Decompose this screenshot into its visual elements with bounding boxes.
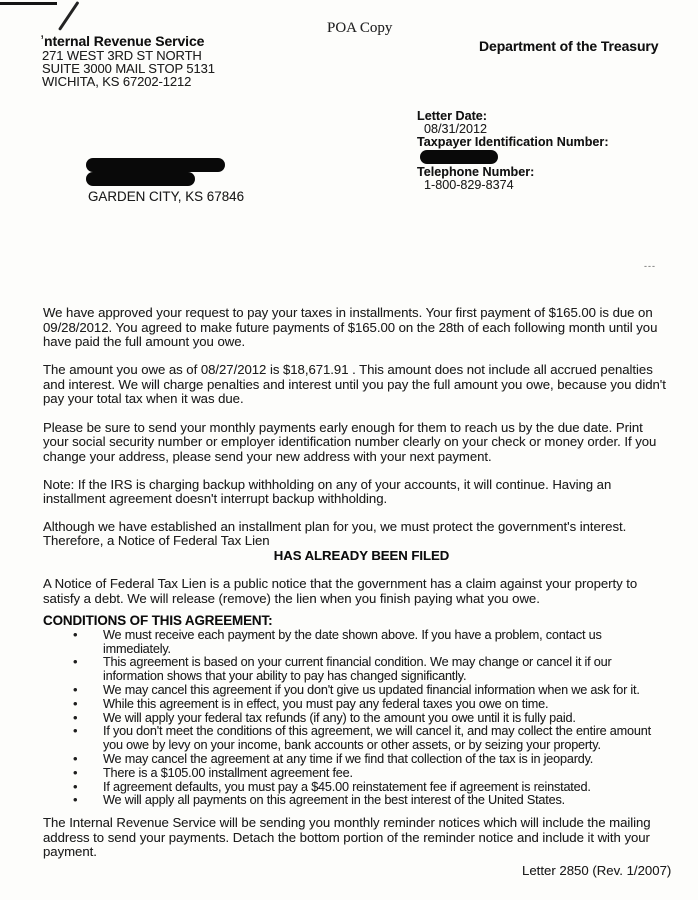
condition-text: If agreement defaults, you must pay a $45.00 reinstatement fee if agreement is reinstated. [103, 779, 591, 794]
letter-body [43, 306, 670, 874]
conditions-heading: CONDITIONS OF THIS AGREEMENT: [43, 613, 273, 629]
conditions-list [43, 626, 670, 808]
scan-pen-stroke [58, 1, 79, 31]
condition-item [43, 695, 670, 712]
condition-text: We will apply your federal tax refunds (if any) to the amount you owe until it is fully paid. [103, 710, 576, 725]
paragraph-lien-explanation: A Notice of Federal Tax Lien is a public notice that the government has a claim against your property to satisfy a debt. We will release (remove) the lien when you finish paying what you owe. [43, 576, 638, 606]
condition-text: We must receive each payment by the date shown above. If you have a problem, contact us immediately. [103, 627, 602, 656]
condition-item [43, 725, 670, 753]
letter-date-value: 08/31/2012 [424, 122, 488, 137]
sender-name: nternal Revenue Service [44, 33, 205, 49]
bullet-icon: • [73, 764, 78, 780]
lien-intro-line-1: Although we have established an installment plan for you, we must protect the government's interest. [43, 518, 627, 534]
redaction-bar-tin [420, 150, 498, 164]
paragraph-backup-withholding-note: Note: If the IRS is charging backup withholding on any of your accounts, it will continue. Having an installment agreement doesn't interrupt backup withholding. [43, 476, 612, 507]
poa-copy-label: POA Copy [327, 20, 393, 36]
condition-text: While this agreement is in effect, you must pay any federal taxes you owe on time. [103, 696, 549, 711]
bullet-icon: • [73, 695, 78, 711]
condition-item [43, 753, 670, 767]
letter-form-number: Letter 2850 (Rev. 1/2007) [522, 863, 672, 878]
scan-edge-line [0, 2, 57, 5]
lien-filed-banner: HAS ALREADY BEEN FILED [273, 548, 450, 564]
redaction-bar-recipient-name [86, 158, 225, 172]
bullet-icon: • [73, 792, 78, 808]
bullet-icon: • [73, 709, 78, 725]
condition-item [43, 794, 670, 808]
condition-text: We will apply all payments on this agreement in the best interest of the United States. [103, 793, 565, 808]
condition-text: This agreement is based on your current financial condition. We may change or cancel it if our information shows that your ability to pay has changed significantly. [103, 655, 612, 684]
condition-text: There is a $105.00 installment agreement fee. [103, 765, 353, 780]
margin-dashes: --- [644, 261, 656, 271]
department-title: Department of the Treasury [479, 38, 659, 54]
bullet-icon: • [73, 626, 78, 642]
sender-address [42, 49, 215, 89]
condition-item [43, 656, 670, 684]
bullet-icon: • [73, 723, 78, 739]
bullet-icon: • [73, 778, 78, 794]
telephone-label: Telephone Number: [417, 165, 535, 180]
scan-pen-mark: , [40, 24, 45, 41]
condition-text: If you don't meet the conditions of this agreement, we will cancel it, and may collect the entire amount you owe by levy on your income, bank accounts or other assets, or by seizing your property. [103, 724, 651, 753]
paragraph-lien-intro [43, 520, 670, 549]
recipient-city-line: GARDEN CITY, KS 67846 [88, 189, 245, 204]
lien-intro-line-2: Therefore, a Notice of Federal Tax Lien [43, 533, 270, 549]
condition-item [43, 778, 670, 795]
redaction-bar-recipient-street [86, 172, 195, 186]
bullet-icon: • [73, 682, 78, 698]
condition-item [43, 684, 670, 698]
telephone-value: 1-800-829-8374 [424, 178, 514, 193]
sender-address-line-3: WICHITA, KS 67202-1212 [42, 74, 192, 90]
letter-info-block [417, 110, 609, 193]
paragraph-amount-owed: The amount you owe as of 08/27/2012 is $18,671.91 . This amount does not include all accrued penalties and interest. We will charge penalties and interest until you pay the full amount you owe, because you didn't pay your total tax when it was due. [43, 362, 666, 407]
letter-date-label: Letter Date: [417, 109, 487, 123]
condition-item [43, 709, 670, 726]
condition-text: We may cancel this agreement if you don't give us updated financial information when we ask for it. [103, 683, 640, 698]
bullet-icon: • [73, 751, 78, 767]
condition-text: We may cancel the agreement at any time if we find that collection of the tax is in jeopardy. [103, 752, 594, 767]
sender-address-line-1: 271 WEST 3RD ST NORTH [42, 48, 202, 63]
paragraph-payment-instructions: Please be sure to send your monthly payments early enough for them to reach us by the due date. Print your social security number or employer identification number clearly on your check or money order. If you change your address, please send your new address with your next payment. [43, 419, 657, 464]
paragraph-closing: The Internal Revenue Service will be sending you monthly reminder notices which will include the mailing address to send your payments. Detach the bottom portion of the reminder notice and include it with your payment. [43, 815, 651, 860]
condition-item [43, 764, 670, 781]
tin-label: Taxpayer Identification Number: [417, 135, 609, 150]
bullet-icon: • [73, 654, 78, 670]
sender-address-line-2: SUITE 3000 MAIL STOP 5131 [42, 61, 215, 77]
paragraph-installment-approved: We have approved your request to pay your taxes in installments. Your first payment of $165.00 is due on 09/28/2012. You agreed to make future payments of $165.00 on the 28th of each following month until you have paid the full amount you owe. [43, 305, 658, 350]
condition-item [43, 626, 670, 657]
